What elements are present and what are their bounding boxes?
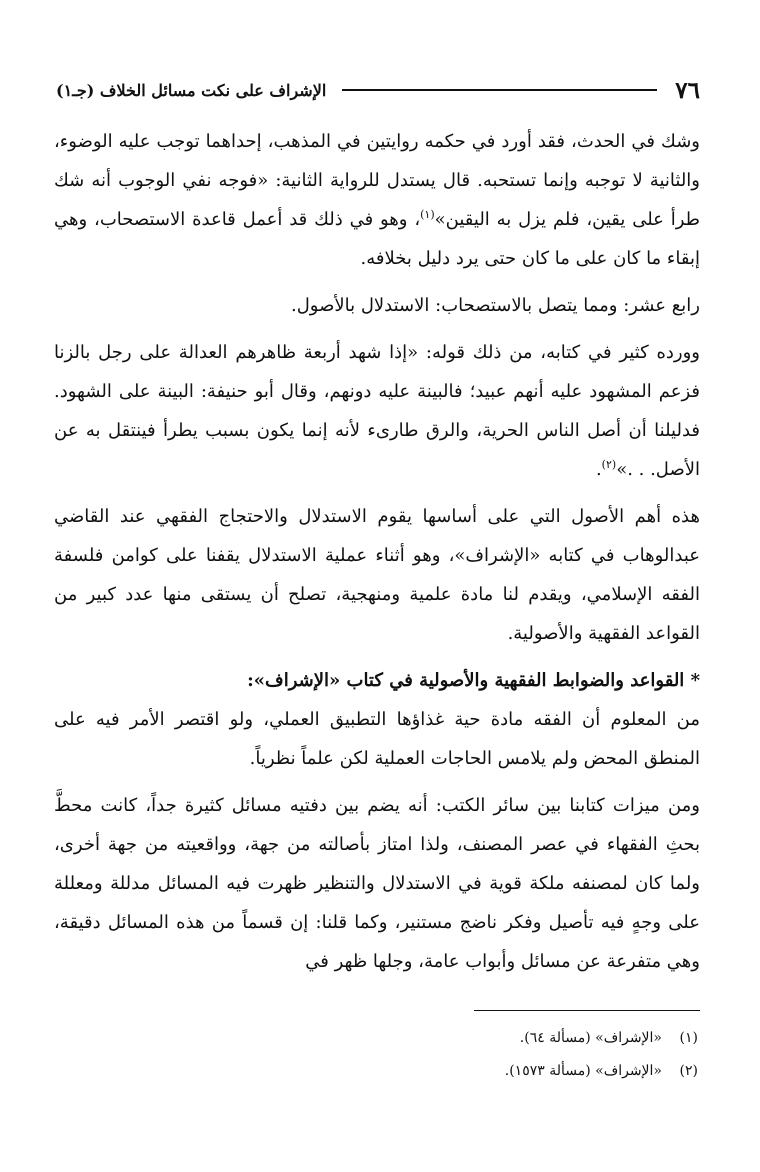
page-header	[56, 70, 700, 110]
footnote-2-text: «الإشراف» (مسألة ١٥٧٣).	[504, 1063, 662, 1079]
footnote-ref-2: (٢)	[601, 458, 617, 471]
header-rule	[342, 89, 657, 91]
paragraph-1-tail: ، وهو في ذلك قد أعمل قاعدة الاستصحاب، وهي إبقاء ما كان على ما كان حتى يرد دليل بخلافه.	[54, 209, 700, 269]
paragraph-5: من المعلوم أن الفقه مادة حية غذاؤها التطبيق العملي، ولو اقتصر الأمر فيه على المنطق المحض ولم يلامس الحاجات العملية لكن علماً نظرياً.	[54, 709, 700, 769]
footnote-2-number: (٢)	[679, 1063, 698, 1079]
footnotes	[58, 1022, 698, 1088]
footnote-1	[58, 1022, 698, 1055]
footnote-2	[58, 1055, 698, 1088]
paragraph-2: رابع عشر: ومما يتصل بالاستصحاب: الاستدلال بالأصول.	[290, 295, 700, 316]
footnote-1-text: «الإشراف» (مسألة ٦٤).	[519, 1030, 662, 1046]
paragraph-3-tail: .	[595, 459, 602, 480]
paragraph-1	[54, 122, 700, 278]
main-text	[54, 122, 700, 981]
running-title: الإشراف على نكت مسائل الخلاف (جـ١)	[56, 80, 327, 100]
footnote-separator	[474, 1010, 700, 1011]
page-number: ٧٦	[675, 76, 700, 104]
paragraph-6: ومن ميزات كتابنا بين سائر الكتب: أنه يضم بين دفتيه مسائل كثيرة جداً، كانت محطَّ بحثِ الفقهاء في عصر المصنف، ولذا امتاز بأصالته من جهة، وواقعيته من جهة أخرى، ولما كان لمصنفه ملكة قوية في الاستدلال والتنظير ظهرت فيه المسائل مدللة ومعللة على وجهٍ فيه تأصيل وفكر ناضج مستنير، وكما قلنا: إن قسماً من هذه المسائل دقيقة، وهي متفرعة عن مسائل وأبواب عامة، وجلها ظهر في	[54, 795, 700, 972]
section-heading: * القواعد والضوابط الفقهية والأصولية في كتاب «الإشراف»:	[247, 670, 700, 691]
paragraph-1-text: وشك في الحدث، فقد أورد في حكمه روايتين في المذهب، إحداهما توجب عليه الوضوء، والثانية لا توجبه وإنما تستحبه. قال يستدل للرواية الثانية: «فوجه نفي الوجوب أنه شك طرأ على يقين، فلم يزل به اليقين»	[54, 131, 700, 230]
paragraph-4: هذه أهم الأصول التي على أساسها يقوم الاستدلال والاحتجاج الفقهي عند القاضي عبدالوهاب في كتابه «الإشراف»، وهو أثناء عملية الاستدلال يقفنا على كوامن فلسفة الفقه الإسلامي، ويقدم لنا مادة علمية ومنهجية، تصلح أن يستقى منها عدد كبير من القواعد الفقهية والأصولية.	[54, 506, 700, 644]
paragraph-3-text: وورده كثير في كتابه، من ذلك قوله: «إذا شهد أربعة ظاهرهم العدالة على رجل بالزنا فزعم المشهود عليه أنهم عبيد؛ فالبينة عليه دونهم، وقال أبو حنيفة: البينة على الشهود. فدليلنا أن أصل الناس الحرية، والرق طارىء لأنه إنما يكون بسبب يطرأ فينتقل به عن الأصل. . .»	[54, 342, 700, 480]
footnote-1-number: (١)	[679, 1030, 698, 1046]
paragraph-3	[54, 333, 700, 489]
footnote-ref-1: (١)	[420, 208, 435, 221]
